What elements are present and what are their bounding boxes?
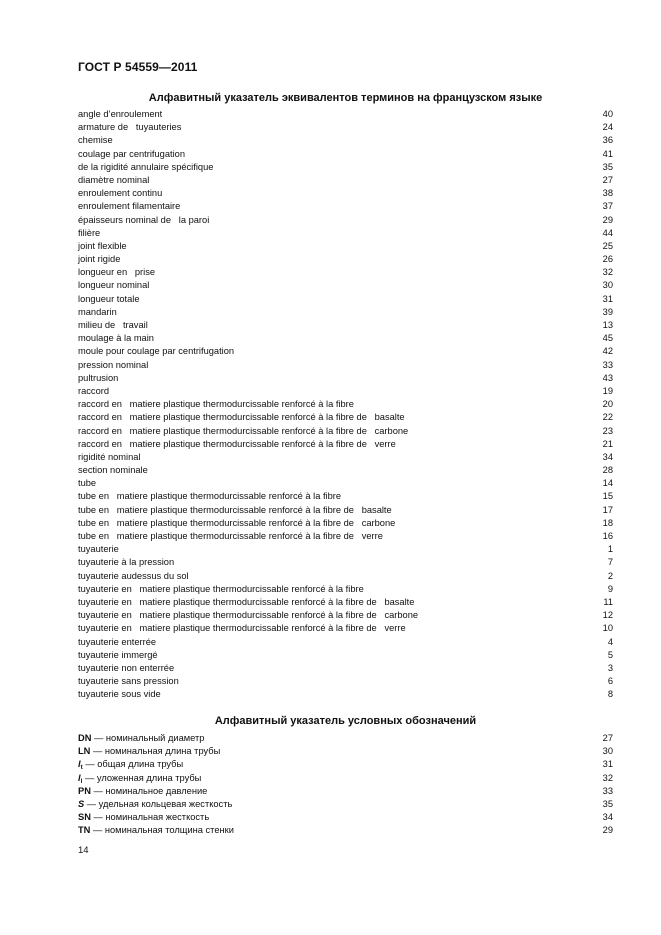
- index-term: milieu de travail: [78, 320, 148, 330]
- index-page-number: 22: [602, 412, 613, 423]
- index-page-number: 11: [603, 596, 613, 607]
- index-entry: [78, 359, 613, 372]
- index-page-number: 43: [602, 372, 613, 383]
- index-term: section nominale: [78, 465, 148, 476]
- index-entry: [78, 214, 613, 227]
- index-entry: [78, 306, 613, 319]
- index-entry: [78, 649, 613, 662]
- index-page-number: 25: [602, 240, 613, 251]
- index-page-number: 14: [602, 478, 613, 489]
- index-page-number: 39: [602, 306, 613, 317]
- index-entry: [78, 425, 613, 438]
- symbol-subscript: l: [80, 777, 83, 785]
- index-page-number: 27: [602, 174, 613, 185]
- index-entry: [78, 596, 613, 609]
- index-term: tuyauterie non enterrée: [78, 662, 175, 673]
- symbol-definition: [78, 785, 207, 798]
- index-entry: [78, 517, 613, 530]
- index-entry: [78, 134, 613, 147]
- index-term: longueur totale: [78, 293, 140, 304]
- index-entry: [78, 253, 613, 266]
- index-entry: [78, 227, 613, 240]
- index-entry: [78, 279, 613, 292]
- symbol-abbreviation: l: [78, 772, 81, 783]
- symbol-description: — общая длина трубы: [82, 759, 184, 770]
- index-page-number: 41: [602, 148, 613, 159]
- index-page-number: 16: [602, 531, 613, 541]
- index-entry: [78, 108, 613, 121]
- index-term: longueur en prise: [78, 267, 156, 278]
- index-term: tube en matiere plastique thermodurcissable renforcé à la fibre de basalte: [78, 504, 392, 515]
- index-page-number: 31: [602, 293, 613, 304]
- index-entry: [78, 662, 613, 675]
- index-page-number: 10: [602, 623, 613, 634]
- index-page-number: 29: [602, 214, 613, 225]
- symbol-definition: [78, 798, 232, 811]
- symbol-abbreviation: PN: [78, 785, 91, 796]
- index-page-number: 32: [602, 267, 613, 278]
- index-term: raccord en matiere plastique thermodurcissable renforcé à la fibre de basalte: [78, 412, 405, 423]
- index-page-number: 2: [607, 570, 613, 581]
- index-term: tuyauterie sous vide: [78, 689, 161, 700]
- index-page-number: 34: [602, 451, 613, 462]
- index-term: enroulement filamentaire: [78, 201, 181, 212]
- index-term: tuyauterie à la pression: [78, 557, 175, 568]
- index-page-number: 8: [607, 689, 613, 700]
- index-page-number: 17: [602, 504, 613, 515]
- index-page-number: 45: [602, 333, 613, 344]
- index-page-number: 37: [602, 201, 613, 212]
- symbol-definition: [78, 811, 209, 824]
- symbol-entry: [78, 772, 613, 785]
- index-term: tuyauterie en matiere plastique thermodurcissable renforcé à la fibre de carbone: [78, 610, 419, 621]
- index-term: moulage à la main: [78, 333, 154, 344]
- index-page-number: 5: [607, 649, 613, 660]
- index-page-number: 4: [607, 636, 613, 647]
- index-page-number: 9: [607, 583, 613, 594]
- index-term: tube en matiere plastique thermodurcissable renforcé à la fibre de verre: [78, 531, 383, 541]
- index-entry: [78, 345, 613, 358]
- index-entry: [78, 636, 613, 649]
- index-entry: [78, 675, 613, 688]
- document-code: ГОСТ Р 54559—2011: [78, 60, 198, 74]
- index-page-number: 21: [602, 438, 613, 449]
- index-term: diamètre nominal: [78, 174, 150, 185]
- symbol-description: — номинальный диаметр: [91, 733, 205, 743]
- symbol-page-number: 30: [602, 746, 613, 757]
- index-entry: [78, 174, 613, 187]
- index-entry: [78, 504, 613, 517]
- symbol-description: — удельная кольцевая жесткость: [84, 798, 233, 809]
- index-entry: [78, 477, 613, 490]
- index-entry: [78, 583, 613, 596]
- symbol-entry: [78, 745, 613, 758]
- index-term: tuyauterie immergé: [78, 649, 158, 660]
- index-page-number: 23: [602, 425, 613, 436]
- index-page-number: 42: [602, 346, 613, 357]
- index-term: tuyauterie en matiere plastique thermodurcissable renforcé à la fibre: [78, 583, 364, 594]
- index-term: coulage par centrifugation: [78, 148, 185, 159]
- index-page-number: 36: [602, 135, 613, 146]
- index-term: tuyauterie sans pression: [78, 676, 179, 687]
- index-entry: [78, 543, 613, 556]
- symbol-entry: [78, 798, 613, 811]
- index-term: raccord en matiere plastique thermodurcissable renforcé à la fibre de carbone: [78, 425, 409, 436]
- index-term: joint flexible: [78, 240, 127, 251]
- symbol-page-number: 29: [602, 825, 613, 836]
- index-entry: [78, 556, 613, 569]
- french-index-list: [78, 108, 613, 701]
- index-term: longueur nominal: [78, 280, 150, 291]
- index-page-number: 30: [602, 280, 613, 291]
- index-term: tube en matiere plastique thermodurcissable renforcé à la fibre: [78, 491, 342, 502]
- index-entry: [78, 187, 613, 200]
- symbol-entry: [78, 824, 613, 837]
- index-page-number: 20: [602, 399, 613, 410]
- index-entry: [78, 121, 613, 134]
- index-term: tuyauterie en matiere plastique thermodurcissable renforcé à la fibre de verre: [78, 623, 406, 634]
- symbol-abbreviation: S: [78, 798, 85, 809]
- index-term: tuyauterie en matiere plastique thermodurcissable renforcé à la fibre de basalte: [78, 596, 415, 607]
- index-page-number: 24: [602, 122, 613, 133]
- index-term: raccord en matiere plastique thermodurcissable renforcé à la fibre: [78, 399, 354, 410]
- index-term: rigidité nominal: [78, 451, 141, 462]
- symbol-entry: [78, 732, 613, 745]
- index-entry: [78, 398, 613, 411]
- index-entry: [78, 609, 613, 622]
- index-page-number: 33: [602, 359, 613, 370]
- index-term: raccord en matiere plastique thermodurcissable renforcé à la fibre de verre: [78, 438, 396, 449]
- index-term: pression nominal: [78, 359, 149, 370]
- index-page-number: 35: [602, 161, 613, 172]
- index-page-number: 3: [607, 662, 613, 673]
- index-term: filière: [78, 227, 101, 238]
- symbol-abbreviation: LN: [78, 746, 91, 757]
- index-entry: [78, 266, 613, 279]
- index-entry: [78, 688, 613, 701]
- symbol-page-number: 27: [602, 733, 613, 743]
- symbol-description: — номинальная длина трубы: [90, 746, 221, 757]
- index-page-number: 6: [607, 676, 613, 687]
- index-term: mandarin: [78, 306, 117, 317]
- symbol-definition: [78, 732, 204, 745]
- index-entry: [78, 148, 613, 161]
- index-entry: [78, 438, 613, 451]
- index-page-number: 44: [602, 227, 613, 238]
- index-term: pultrusion: [78, 372, 119, 383]
- index-page-number: 38: [602, 188, 613, 199]
- index-entry: [78, 464, 613, 477]
- index-term: tuyauterie enterrée: [78, 636, 157, 647]
- index-entry: [78, 240, 613, 253]
- index-page-number: 12: [602, 610, 613, 621]
- index-term: joint rigide: [78, 254, 121, 265]
- index-term: tube en matiere plastique thermodurcissable renforcé à la fibre de carbone: [78, 517, 396, 528]
- index-term: angle d’enroulement: [78, 109, 163, 119]
- french-index-title: Алфавитный указатель эквивалентов терминов на французском языке: [148, 92, 543, 104]
- symbol-definition: [78, 824, 234, 837]
- symbol-abbreviation: l: [78, 759, 81, 770]
- index-term: enroulement continu: [78, 188, 163, 199]
- index-entry: [78, 161, 613, 174]
- symbol-entry: [78, 811, 613, 824]
- index-entry: [78, 293, 613, 306]
- index-term: chemise: [78, 135, 113, 146]
- symbol-abbreviation: DN: [78, 733, 92, 743]
- symbol-page-number: 33: [602, 785, 613, 796]
- index-entry: [78, 411, 613, 424]
- index-page-number: 26: [602, 254, 613, 265]
- index-term: tube: [78, 478, 97, 489]
- index-page-number: 19: [602, 385, 613, 396]
- index-entry: [78, 332, 613, 345]
- index-entry: [78, 372, 613, 385]
- symbol-description: — номинальное давление: [90, 785, 208, 796]
- index-page-number: 7: [607, 557, 613, 568]
- symbol-entry: [78, 785, 613, 798]
- index-entry: [78, 319, 613, 332]
- symbol-page-number: 35: [602, 798, 613, 809]
- index-entry: [78, 570, 613, 583]
- symbol-description: — уложенная длина трубы: [82, 772, 202, 783]
- index-entry: [78, 200, 613, 213]
- index-entry: [78, 530, 613, 543]
- symbol-index-title: Алфавитный указатель условных обозначений: [214, 715, 477, 727]
- symbol-description: — номинальная толщина стенки: [90, 825, 234, 836]
- index-term: armature de tuyauteries: [78, 122, 182, 133]
- index-term: épaisseurs nominal de la paroi: [78, 214, 210, 225]
- symbol-abbreviation: TN: [78, 825, 91, 836]
- index-page-number: 40: [602, 109, 613, 119]
- symbol-entry: [78, 758, 613, 771]
- index-term: de la rigidité annulaire spécifique: [78, 161, 214, 172]
- index-term: moule pour coulage par centrifugation: [78, 346, 235, 357]
- symbol-index-list: [78, 732, 613, 838]
- page-number: 14: [78, 845, 89, 856]
- symbol-description: — номинальная жесткость: [90, 812, 210, 823]
- symbol-page-number: 34: [602, 812, 613, 823]
- index-page-number: 13: [602, 320, 613, 330]
- symbol-abbreviation: SN: [78, 812, 91, 823]
- symbol-page-number: 32: [602, 772, 613, 783]
- index-entry: [78, 385, 613, 398]
- index-entry: [78, 490, 613, 503]
- symbol-definition: [78, 745, 220, 758]
- symbol-page-number: 31: [602, 759, 613, 770]
- index-page-number: 15: [602, 491, 613, 502]
- index-page-number: 1: [607, 544, 613, 555]
- index-term: tuyauterie audessus du sol: [78, 570, 189, 581]
- index-page-number: 18: [602, 517, 613, 528]
- index-entry: [78, 451, 613, 464]
- index-term: raccord: [78, 385, 110, 396]
- index-term: tuyauterie: [78, 544, 119, 555]
- index-page-number: 28: [602, 465, 613, 476]
- symbol-subscript: t: [80, 764, 83, 772]
- index-entry: [78, 622, 613, 635]
